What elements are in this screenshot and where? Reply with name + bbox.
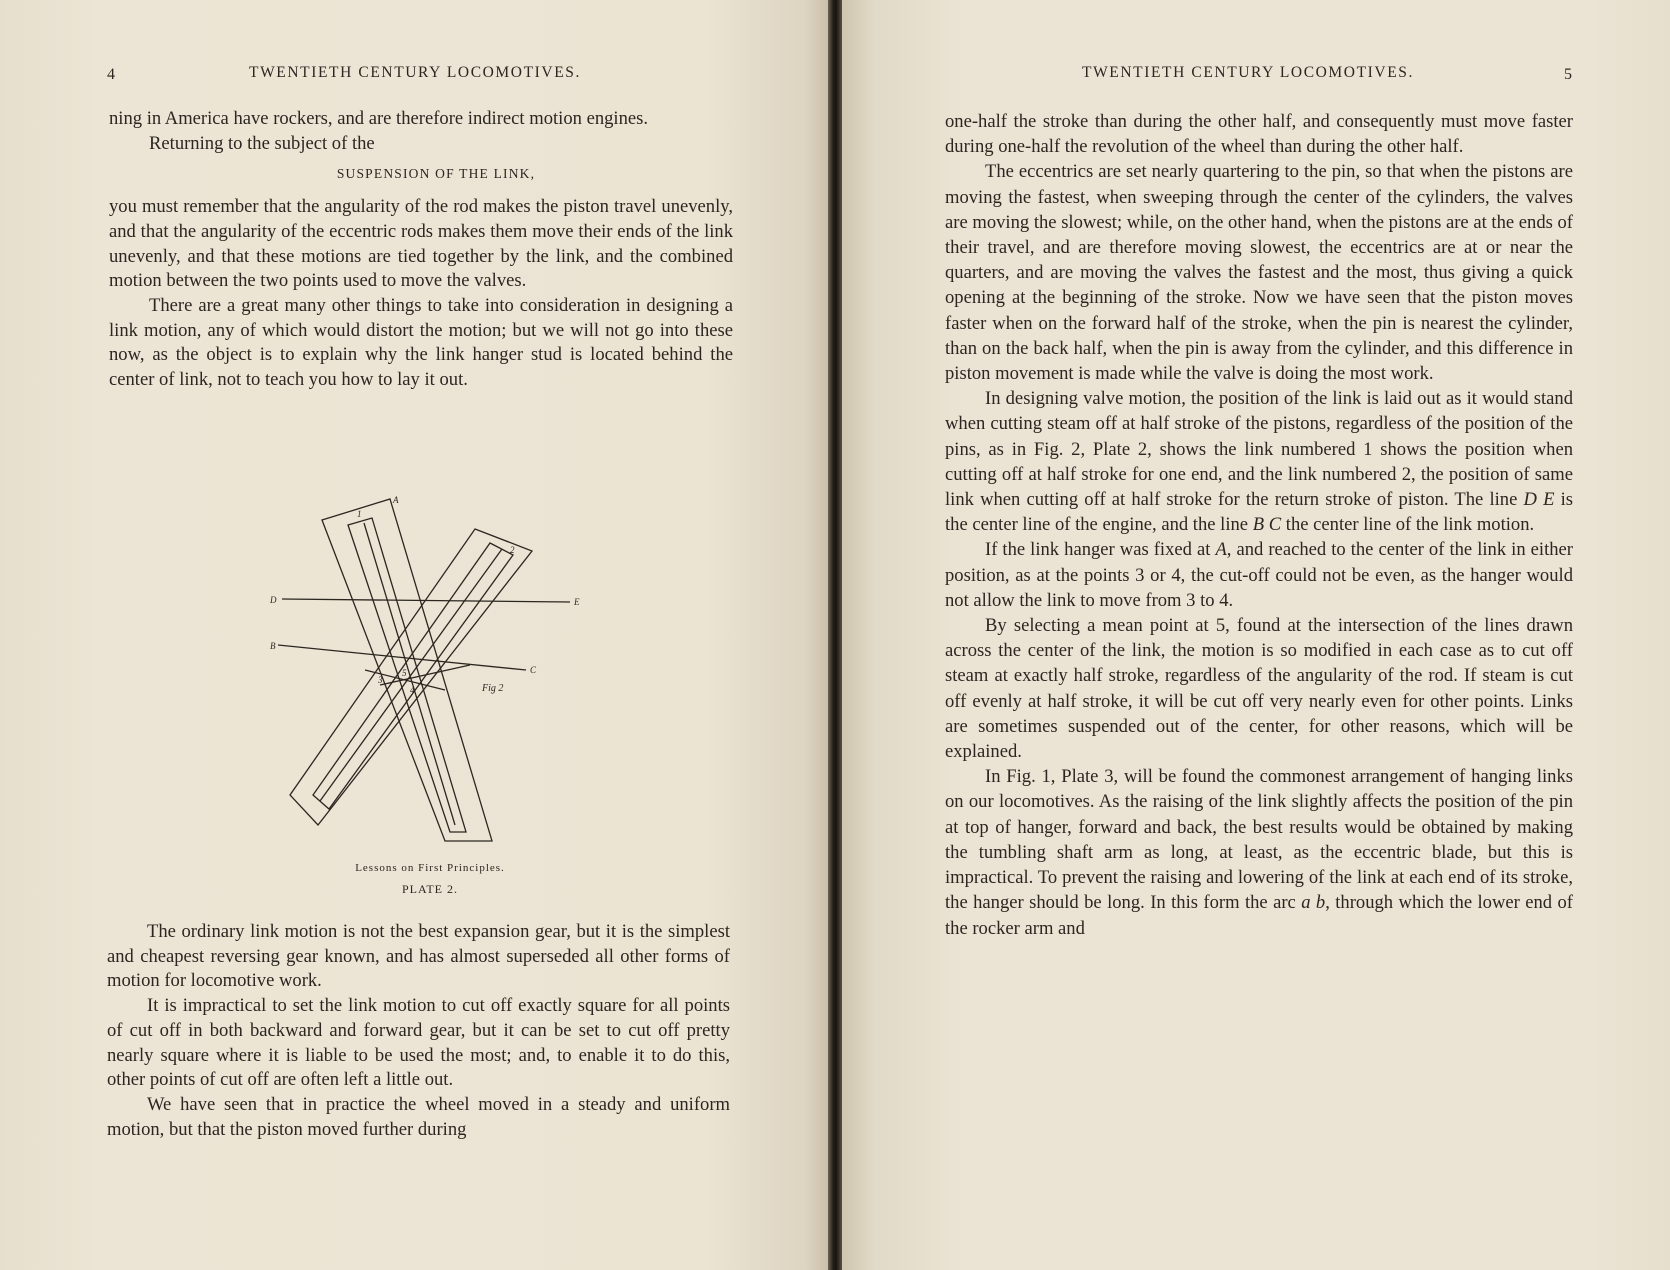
- link-motion-diagram: [270, 495, 590, 855]
- label-d: D: [270, 595, 277, 605]
- paragraph: The ordinary link motion is not the best expansion gear, but it is the simplest and cheapest reversing gear known, and has almost superseded all other forms of motion for locomotive work.: [107, 921, 730, 992]
- link-1-inner: [348, 518, 466, 832]
- text-run: the center line of the link motion.: [1281, 514, 1535, 536]
- left-page: [0, 0, 830, 1270]
- right-text: [945, 109, 1573, 941]
- label-3: 3: [378, 675, 383, 685]
- paragraph: It is impractical to set the link motion to cut off exactly square for all points of cut off in both backward and forward gear, but it can be set to cut off pretty nearly square where it is liable to be used the most; and, to enable it to do this, other points of cut off are often left a little out.: [107, 995, 730, 1091]
- text-run: is the center line of the engine, and the line: [945, 489, 1573, 536]
- paragraph: Returning to the subject of the: [149, 132, 375, 154]
- caption-line-2: PLATE 2.: [402, 882, 458, 896]
- construction-line: [380, 665, 470, 685]
- running-head-left: TWENTIETH CENTURY LOCOMOTIVES.: [249, 64, 581, 81]
- label-c: C: [530, 665, 537, 675]
- point-a-ref: A: [1215, 539, 1227, 561]
- label-a: A: [393, 495, 399, 505]
- link-1-outer: [322, 499, 492, 841]
- paragraph: We have seen that in practice the wheel moved in a steady and uniform motion, but that the piston moved further during: [107, 1093, 730, 1140]
- line-de-ref: D E: [1523, 489, 1555, 511]
- label-fig: Fig 2: [482, 683, 504, 694]
- paragraph: ning in America have rockers, and are therefore indirect motion engines.: [109, 108, 649, 129]
- paragraph: By selecting a mean point at 5, found at the intersection of the lines drawn across the center of the link, the motion is so modified in each case as to cut off steam at exactly half stroke, regardless of the angularity of the rod. If steam is cut off evenly at half stroke, it will be cut off very nearly even for other points. Links are sometimes suspended out of the center, for other reasons, which will be explained.: [945, 615, 1573, 763]
- paragraph: There are a great many other things to take into consideration in designing a link motion, any of which would distort the motion; but we will not go into these now, as the object is to explain why the link hanger stud is located behind the center of link, not to teach you how to lay it out.: [109, 294, 733, 391]
- paragraph: you must remember that the angularity of the rod makes the piston travel unevenly, and that the angularity of the eccentric rods makes them move their ends of the link unevenly, and that these motions are tied together by the link, and the combined motion between the two points used to move the valves.: [109, 196, 733, 292]
- text-run: , and reached to the center of the link in either position, as at the points 3 or 4, the cut-off could not be even, as the hanger would not allow the link to move from 3 to 4.: [945, 539, 1573, 611]
- label-5: 5: [402, 668, 407, 678]
- label-b: B: [270, 641, 276, 651]
- page-number-left: 4: [107, 66, 115, 83]
- paragraph: The eccentrics are set nearly quartering to the pin, so that when the pistons are moving the fastest, when sweeping through the center of the cylinders, the valves are moving the slowest; while, on the other hand, when the pistons are at the ends of their travel, and are therefore moving slowest, the eccentrics are at or near the quarters, and are moving the valves the fastest and the most, thus giving a quick opening at the beginning of the stroke. Now we have seen that the piston moves faster when on the forward half of the stroke, when the pin is nearest the cylinder, than on the back half, when the pin is away from the cylinder, and this difference in piston movement is made while the valve is doing the most work.: [945, 161, 1573, 385]
- left-bottom-text: [107, 920, 730, 1142]
- paragraph: one-half the stroke than during the other half, and consequently must move faster during one-half the revolution of the wheel than during the other half.: [945, 111, 1573, 158]
- section-heading: SUSPENSION OF THE LINK,: [336, 166, 536, 182]
- text-run: , through which the lower end of the rocker arm and: [945, 892, 1573, 939]
- text-run: In designing valve motion, the position of the link is laid out as it would stand when cutting steam off at half stroke of the pistons, regardless of the position of the pins, as in Fig. 2, Plate 2, shows the link numbered 1 shows the position when cutting off at half stroke for one end, and the link numbered 2, the position of same link when cutting off at half stroke for the return stroke of piston. The line: [945, 388, 1573, 511]
- paragraph: [945, 537, 1573, 613]
- label-e: E: [574, 597, 580, 607]
- line-bc-ref: B C: [1252, 514, 1282, 536]
- text-run: In Fig. 1, Plate 3, will be found the commonest arrangement of hanging links on our locomotives. As the raising of the link slightly affects the position of the pin at top of hanger, forward and back, the best results would be obtained by making the tumbling shaft arm as long, at least, as the eccentric blade, but this is impractical. To prevent the raising and lowering of the link at each end of its stroke, the hanger should be long. In this form the arc: [945, 766, 1573, 914]
- label-1: 1: [357, 509, 362, 519]
- construction-line: [364, 523, 455, 825]
- label-2: 2: [510, 545, 515, 555]
- caption-line-1: Lessons on First Principles.: [355, 862, 505, 874]
- page-number-right: 5: [1564, 66, 1572, 83]
- label-4: 4: [410, 685, 415, 695]
- book-gutter: [828, 0, 842, 1270]
- left-top-text: [109, 107, 733, 393]
- text-run: If the link hanger was fixed at: [985, 539, 1216, 561]
- paragraph: [945, 764, 1573, 940]
- figure-caption: [300, 862, 560, 897]
- right-page: [842, 0, 1670, 1270]
- running-head-right: TWENTIETH CENTURY LOCOMOTIVES.: [1082, 64, 1414, 81]
- paragraph: [945, 386, 1573, 537]
- arc-ab-ref: a b: [1301, 892, 1326, 914]
